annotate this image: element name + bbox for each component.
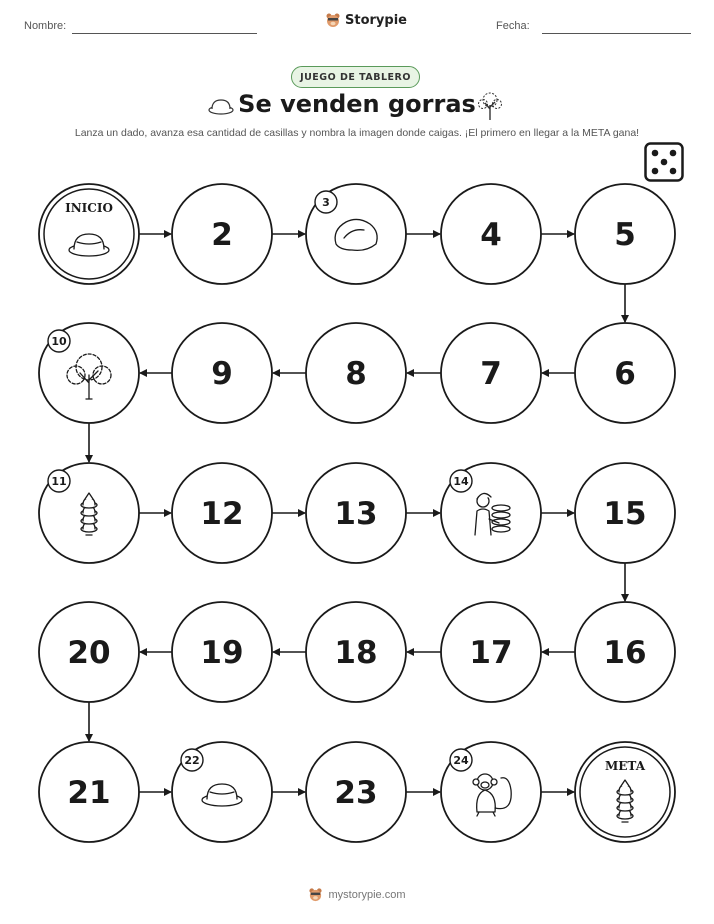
date-field[interactable] bbox=[542, 33, 691, 34]
space-number: 17 bbox=[469, 635, 513, 671]
space-number: 7 bbox=[480, 356, 502, 392]
space-number: 20 bbox=[67, 635, 111, 671]
board-space-24 bbox=[441, 742, 541, 842]
space-number: 6 bbox=[614, 356, 636, 392]
space-number: 10 bbox=[51, 335, 67, 348]
board-space-7 bbox=[441, 323, 541, 423]
space-number: 11 bbox=[51, 475, 67, 488]
board-space-9 bbox=[172, 323, 272, 423]
space-number: 19 bbox=[200, 635, 244, 671]
board-space-13 bbox=[306, 463, 406, 563]
space-number: 24 bbox=[453, 754, 469, 767]
game-type-badge: JUEGO DE TABLERO bbox=[291, 66, 420, 88]
board-space-17 bbox=[441, 602, 541, 702]
game-board bbox=[0, 170, 714, 870]
brand-name: Storypie bbox=[345, 12, 407, 28]
name-label: Nombre: bbox=[24, 20, 67, 32]
board-space-3 bbox=[306, 184, 406, 284]
space-number: 21 bbox=[67, 775, 111, 811]
board-space-21 bbox=[39, 742, 139, 842]
space-number: 3 bbox=[322, 196, 330, 209]
board-space-16 bbox=[575, 602, 675, 702]
space-number: 14 bbox=[453, 475, 469, 488]
space-number: 16 bbox=[603, 635, 647, 671]
board-space-22 bbox=[172, 742, 272, 842]
space-number: 18 bbox=[334, 635, 378, 671]
page-title: Se venden gorras bbox=[238, 90, 476, 118]
board-space-6 bbox=[575, 323, 675, 423]
board-space-14 bbox=[441, 463, 541, 563]
space-number: 5 bbox=[614, 217, 636, 253]
footer bbox=[0, 887, 714, 902]
board-space-15 bbox=[575, 463, 675, 563]
space-number: 12 bbox=[200, 496, 244, 532]
space-number: 22 bbox=[184, 754, 200, 767]
space-number: 13 bbox=[334, 496, 378, 532]
space-number: 23 bbox=[334, 775, 378, 811]
board-space-2 bbox=[172, 184, 272, 284]
space-number: 15 bbox=[603, 496, 647, 532]
board-space-18 bbox=[306, 602, 406, 702]
board-space-4 bbox=[441, 184, 541, 284]
board-space-20 bbox=[39, 602, 139, 702]
goal-label: META bbox=[604, 759, 646, 773]
instructions: Lanza un dado, avanza esa cantidad de casillas y nombra la imagen donde caigas. ¡El primero en llegar a la META gana! bbox=[74, 127, 640, 139]
board-space-25 bbox=[575, 742, 675, 842]
footer-url: mystorypie.com bbox=[328, 888, 406, 901]
space-number: 8 bbox=[345, 356, 367, 392]
bear-icon bbox=[308, 887, 323, 902]
space-number: 4 bbox=[480, 217, 502, 253]
board-space-8 bbox=[306, 323, 406, 423]
board-space-1 bbox=[39, 184, 139, 284]
tree-icon bbox=[476, 91, 504, 121]
name-field[interactable] bbox=[72, 33, 257, 34]
board-space-23 bbox=[306, 742, 406, 842]
space-number: 2 bbox=[211, 217, 233, 253]
board-space-5 bbox=[575, 184, 675, 284]
board-space-11 bbox=[39, 463, 139, 563]
board-space-10 bbox=[39, 323, 139, 423]
board-space-12 bbox=[172, 463, 272, 563]
brand-logo bbox=[325, 12, 407, 28]
date-label: Fecha: bbox=[496, 20, 530, 32]
space-number: 9 bbox=[211, 356, 233, 392]
start-label: INICIO bbox=[65, 201, 113, 215]
bear-icon bbox=[325, 12, 341, 28]
board-space-19 bbox=[172, 602, 272, 702]
